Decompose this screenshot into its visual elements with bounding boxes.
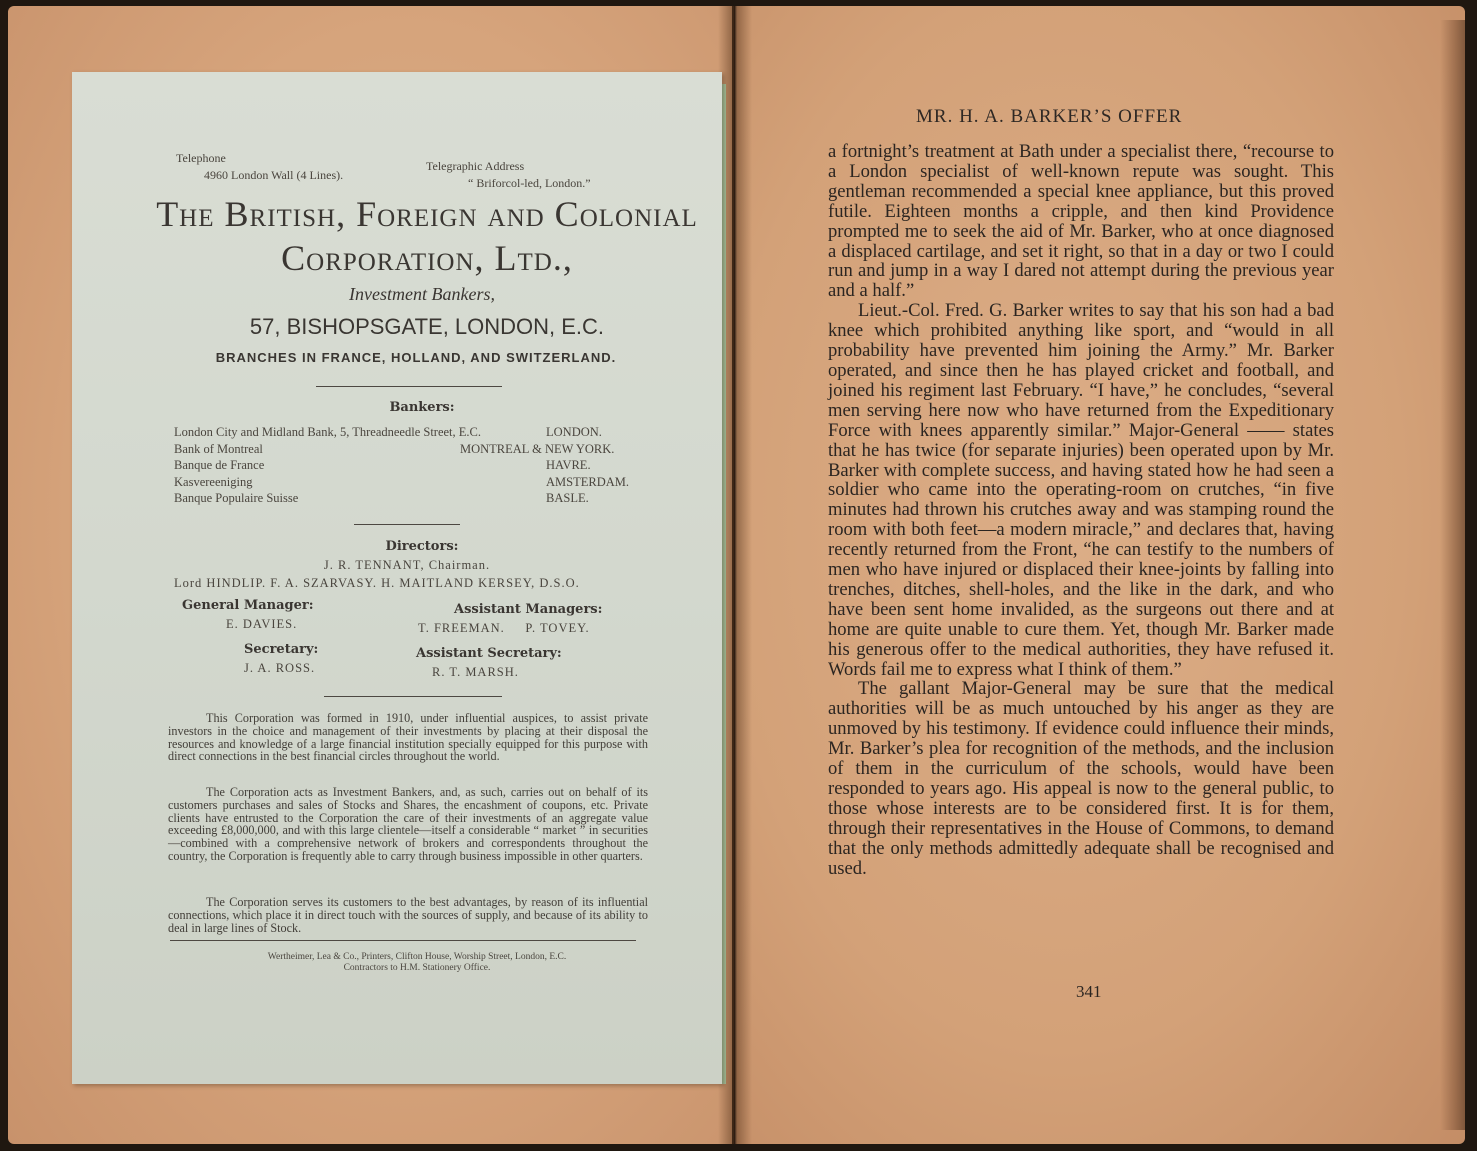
- assistant-managers-names: T. FREEMAN. P. TOVEY.: [418, 621, 590, 635]
- ad-paragraph: [168, 896, 648, 934]
- corporation-title: [132, 192, 722, 280]
- banker-name: Kasvereeniging: [174, 474, 253, 489]
- divider: [170, 940, 636, 941]
- corporation-address: 57, BISHOPSGATE, LONDON, E.C.: [249, 314, 605, 339]
- ad-paragraph: [168, 786, 648, 863]
- corporation-title-line1: The British, Foreign and Colonial: [156, 194, 698, 234]
- telephone-label: Telephone: [176, 151, 226, 165]
- banker-row: [174, 457, 654, 474]
- banker-place: HAVRE.: [546, 458, 591, 472]
- branches-line: BRANCHES IN FRANCE, HOLLAND, AND SWITZERLAND.: [215, 350, 617, 365]
- banker-name: Bank of Montreal: [174, 441, 263, 456]
- directors-members: Lord HINDLIP. F. A. SZARVASY. H. MAITLAND KERSEY, D.S.O.: [174, 576, 580, 590]
- banker-place: MONTREAL & NEW YORK.: [460, 441, 615, 456]
- directors-chairman: J. R. TENNANT, Chairman.: [323, 558, 491, 572]
- assistant-managers-heading: Assistant Managers:: [454, 602, 603, 617]
- body-paragraph: The gallant Major-General may be sure that the medical authorities will be as much untouched by his anger as they are unmoved by his testimony. If evidence could influence their minds, Mr. Barker’s plea for recognition of the methods, and the inclusion of them in the curriculum of the schools, would have been responded to years ago. His appeal is now to the general public, to those whose interests are to be considered first. It is for them, through their representatives in the House of Commons, to demand that the only methods admittedly adequate shall be recognised and used.: [828, 678, 1334, 879]
- assistant-secretary-name: R. T. MARSH.: [432, 665, 519, 679]
- page-edge-shadow: [1440, 20, 1465, 1130]
- advertisement-sheet: [72, 72, 722, 1084]
- divider: [316, 386, 502, 387]
- general-manager-heading: General Manager:: [182, 598, 314, 613]
- banker-name: Banque Populaire Suisse: [174, 491, 299, 505]
- bankers-list: [174, 424, 654, 507]
- banker-row: [174, 490, 654, 507]
- assistant-secretary-heading: Assistant Secretary:: [416, 646, 562, 661]
- banker-row: [174, 424, 654, 441]
- ad-paragraph-text: This Corporation was formed in 1910, under influential auspices, to assist private investors in the choice and management of their investments by placing at their disposal the resources and knowledge of a large financial institution specially equipped for this purpose with direct connections in the best financial circles throughout the world.: [168, 711, 648, 764]
- telephone-block: [176, 150, 343, 184]
- telegraph-value: “ Briforcol-led, London.”: [468, 176, 591, 190]
- body-paragraph: Lieut.-Col. Fred. G. Barker writes to say that his son had a bad knee which prohibited anything like sport, and “would in all probability have prevented him joining the Army.” Mr. Barker operated, and since then he has played cricket and football, and joined his regiment last February. “I have,” he concludes, “several men serving here now who have returned from the Expeditionary Force with knees apparently similar.” Major-General —— states that he has twice (for separate injuries) been operated upon by Mr. Barker with complete success, and having stated how he had seen a soldier who came into the operating-room on crutches, “in five minutes had thrown his crutches away and was stamping round the room with both feet—a modern miracle,” and declares that, having recently returned from the Front, “he can testify to the numbers of men who have injured or displaced their knee-joints by falling into trenches, ditches, shell-holes, and the like in the dark, and who have been sent home invalided, as the surgeons out there and at home are quite unable to cure them. Yet, though Mr. Barker made his generous offer to the medical authorities, they have refused it. Words fail me to express what I think of them.”: [828, 300, 1334, 680]
- printer-imprint: [202, 952, 632, 974]
- running-head: MR. H. A. BARKER’S OFFER: [916, 106, 1183, 127]
- divider: [324, 696, 502, 697]
- banker-name: London City and Midland Bank, 5, Threadneedle Street, E.C.: [174, 425, 482, 439]
- body-paragraph: a fortnight’s treatment at Bath under a specialist there, “recourse to a London specialist of well-known repute was sought. This gentleman recommended a special knee appliance, but this proved futile. Eighteen months a cripple, and then kind Providence prompted me to seek the aid of Mr. Barker, who at once diagnosed a displaced cartilage, and set it right, so that in a day or two I could run and jump in a way I dared not attempt during the previous year and a half.”: [828, 141, 1334, 302]
- secretary-name: J. A. ROSS.: [244, 661, 316, 675]
- body-text: [828, 142, 1334, 879]
- secretary-block: [244, 642, 318, 676]
- ad-paragraph: [168, 712, 648, 763]
- ad-paragraph-text: The Corporation acts as Investment Bankers, and, as such, carries out on behalf of its customers purchases and sales of Stocks and Shares, the encashment of coupons, etc. Private clients have entrusted to the Corporation the care of their investments of an aggregate value exceeding £8,000,000, and with this large clientele—itself a considerable “ market ” in securities—combined with a comprehensive network of brokers and correspondents throughout the country, the Corporation is frequently able to carry through business impossible in other quarters.: [168, 785, 648, 863]
- printer-line2: Contractors to H.M. Stationery Office.: [343, 963, 491, 973]
- assistant-managers-block: [418, 602, 602, 636]
- printer-line1: Wertheimer, Lea & Co., Printers, Clifton House, Worship Street, London, E.C.: [267, 952, 567, 962]
- directors-heading: Directors:: [385, 539, 459, 554]
- corporation-title-line2: Corporation, Ltd.,: [281, 238, 573, 278]
- secretary-heading: Secretary:: [244, 642, 319, 657]
- telegraph-block: [426, 158, 591, 192]
- general-manager-name: E. DAVIES.: [226, 617, 298, 631]
- corporation-subtitle: Investment Bankers,: [349, 284, 495, 304]
- banker-place: AMSTERDAM.: [546, 474, 629, 489]
- telegraph-label: Telegraphic Address: [426, 159, 525, 173]
- bankers-heading: Bankers:: [389, 400, 455, 415]
- banker-place: BASLE.: [546, 491, 589, 505]
- ad-paragraph-text: The Corporation serves its customers to the best advantages, by reason of its influential connections, which place it in direct touch with the sources of supply, and because of its ability to deal in large lines of Stock.: [168, 895, 648, 935]
- general-manager-block: [182, 598, 314, 632]
- page-number: 341: [1076, 982, 1102, 1001]
- banker-name: Banque de France: [174, 458, 265, 472]
- telephone-value: 4960 London Wall (4 Lines).: [204, 168, 344, 182]
- banker-row: [174, 441, 654, 458]
- banker-place: LONDON.: [546, 425, 602, 439]
- banker-row: [174, 474, 654, 491]
- assistant-secretary-block: [416, 646, 562, 680]
- divider: [354, 524, 460, 525]
